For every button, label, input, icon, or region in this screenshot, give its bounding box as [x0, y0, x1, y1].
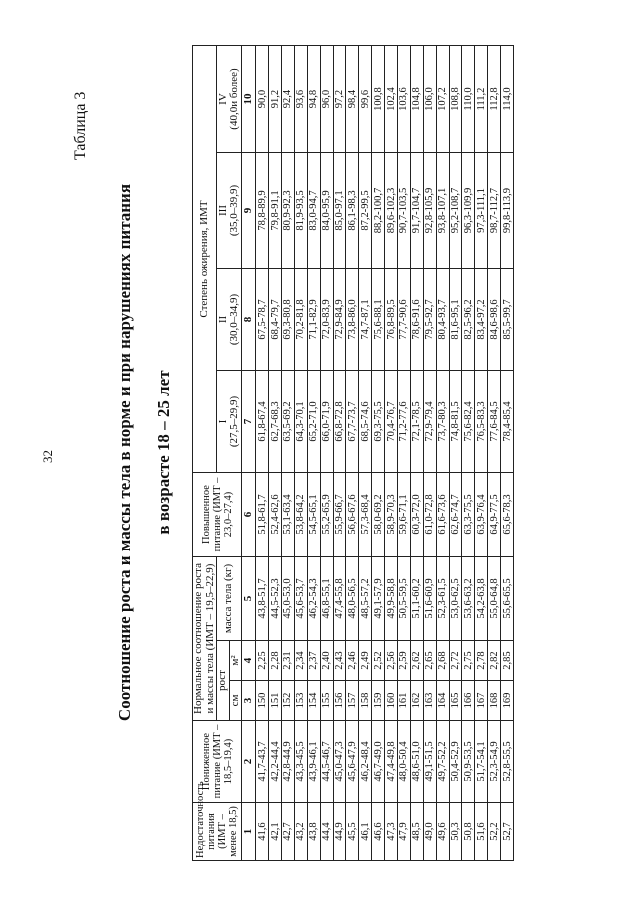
- table-cell: 61,8-67,4: [256, 371, 269, 473]
- table-cell: 110,0: [462, 46, 475, 153]
- table-cell: 51,6-60,9: [423, 557, 436, 641]
- table-cell: 73,8-86,0: [346, 269, 359, 371]
- table-cell: 44,9: [333, 803, 346, 861]
- table-cell: 43,3-45,5: [294, 721, 307, 803]
- table-cell: 157: [346, 681, 359, 721]
- table-cell: 112,8: [488, 46, 501, 153]
- header-col1: Недостаточность питания (ИМТ – менее 18,5): [193, 803, 242, 861]
- table-cell: 87,2-99,5: [359, 153, 372, 269]
- table-cell: 2,52: [372, 641, 385, 681]
- table-cell: 88,2-100,7: [372, 153, 385, 269]
- table-cell: 59,6-71,1: [397, 473, 410, 557]
- table-cell: 85,0-97,1: [333, 153, 346, 269]
- header-col2: Пониженное питание (ИМТ – 18,5–19,4): [193, 721, 242, 803]
- table-cell: 53,0-62,5: [449, 557, 462, 641]
- table-cell: 83,4-97,2: [475, 269, 488, 371]
- table-cell: 64,9-77,5: [488, 473, 501, 557]
- table-cell: 62,6-74,7: [449, 473, 462, 557]
- table-cell: 61,6-73,6: [436, 473, 449, 557]
- table-cell: 51,7-54,1: [475, 721, 488, 803]
- table-cell: 167: [475, 681, 488, 721]
- table-cell: 75,6-82,4: [462, 371, 475, 473]
- table-cell: 43,2: [294, 803, 307, 861]
- table-cell: 50,9-53,5: [462, 721, 475, 803]
- table-row: [256, 46, 269, 861]
- table-cell: 74,8-81,5: [449, 371, 462, 473]
- header-normal-group: Нормальное соотношение роста и массы тела (ИМТ – 19,5–22,9): [193, 557, 217, 721]
- table-cell: 47,4-55,8: [333, 557, 346, 641]
- table-cell: 52,7: [501, 803, 514, 861]
- table-cell: 77,7-90,6: [397, 269, 410, 371]
- table-cell: 80,9-92,3: [281, 153, 294, 269]
- table-cell: 47,9: [397, 803, 410, 861]
- table-cell: 63,9-76,4: [475, 473, 488, 557]
- table-cell: 50,8: [462, 803, 475, 861]
- table-cell: 70,2-81,8: [294, 269, 307, 371]
- table-cell: 94,8: [307, 46, 320, 153]
- table-cell: 60,3-72,0: [410, 473, 423, 557]
- table-cell: 97,2: [333, 46, 346, 153]
- table-cell: 72,9-79,4: [423, 371, 436, 473]
- table-row: [436, 46, 449, 861]
- table-cell: 98,4: [346, 46, 359, 153]
- table-cell: 76,8-89,5: [385, 269, 398, 371]
- table-cell: 50,4-52,9: [449, 721, 462, 803]
- table-cell: 2,75: [462, 641, 475, 681]
- deg2-name: II: [216, 315, 229, 324]
- table-cell: 57,3-68,4: [359, 473, 372, 557]
- table-body: [242, 46, 514, 861]
- table-cell: 54,2-63,8: [475, 557, 488, 641]
- table-cell: 48,5: [410, 803, 423, 861]
- table-cell: 64,3-70,1: [294, 371, 307, 473]
- table-row: [307, 46, 320, 861]
- table-cell: 2,25: [256, 641, 269, 681]
- table-cell: 44,5-46,7: [320, 721, 333, 803]
- table-cell: 72,9-84,9: [333, 269, 346, 371]
- table-cell: 70,4-76,7: [385, 371, 398, 473]
- table-row: [281, 46, 294, 861]
- table-cell: 81,9-93,5: [294, 153, 307, 269]
- table-cell: 48,0-56,5: [346, 557, 359, 641]
- table-cell: 55,0-64,8: [488, 557, 501, 641]
- table-cell: 53,8-64,2: [294, 473, 307, 557]
- table-row: [501, 46, 514, 861]
- deg3-name: III: [216, 205, 229, 216]
- table-cell: 99,6: [359, 46, 372, 153]
- table-cell: 45,6-53,7: [294, 557, 307, 641]
- column-number: 7: [242, 371, 256, 473]
- table-cell: 81,6-95,1: [449, 269, 462, 371]
- table-cell: 108,8: [449, 46, 462, 153]
- header-sm: см: [229, 681, 242, 721]
- table-cell: 51,8-61,7: [256, 473, 269, 557]
- table-cell: 106,0: [423, 46, 436, 153]
- table-cell: 162: [410, 681, 423, 721]
- table-cell: 49,1-51,5: [423, 721, 436, 803]
- deg3-range: (35,0–39,9): [228, 184, 241, 237]
- bmi-table: [192, 45, 514, 861]
- table-cell: 51,1-60,2: [410, 557, 423, 641]
- table-cell: 2,40: [320, 641, 333, 681]
- table-cell: 67,5-78,7: [256, 269, 269, 371]
- table-cell: 49,0: [423, 803, 436, 861]
- table-row: [449, 46, 462, 861]
- table-cell: 54,5-65,1: [307, 473, 320, 557]
- table-cell: 45,0-47,3: [333, 721, 346, 803]
- deg4-range: (40,0и более): [228, 68, 241, 130]
- deg1-name: I: [216, 419, 229, 424]
- table-cell: 77,6-84,5: [488, 371, 501, 473]
- table-cell: 41,7-43,7: [256, 721, 269, 803]
- table-cell: 48,5-57,2: [359, 557, 372, 641]
- table-cell: 45,0-53,0: [281, 557, 294, 641]
- table-cell: 65,2-71,0: [307, 371, 320, 473]
- table-cell: 61,0-72,8: [423, 473, 436, 557]
- table-cell: 91,7-104,7: [410, 153, 423, 269]
- table-cell: 92,4: [281, 46, 294, 153]
- column-number: 6: [242, 473, 256, 557]
- table-cell: 90,7-103,5: [397, 153, 410, 269]
- table-cell: 44,5-52,3: [269, 557, 282, 641]
- table-cell: 150: [256, 681, 269, 721]
- header-deg4: [217, 46, 242, 153]
- table-cell: 42,7: [281, 803, 294, 861]
- table-cell: 2,34: [294, 641, 307, 681]
- table-row: [333, 46, 346, 861]
- table-cell: 168: [488, 681, 501, 721]
- table-cell: 78,4-85,4: [501, 371, 514, 473]
- table-row: [320, 46, 333, 861]
- table-cell: 103,6: [397, 46, 410, 153]
- page-subtitle: в возрасте 18 – 25 лет: [154, 370, 173, 535]
- table-cell: 47,3: [385, 803, 398, 861]
- table-cell: 67,7-73,7: [346, 371, 359, 473]
- column-number: 3: [242, 681, 256, 721]
- table-cell: 68,5-74,6: [359, 371, 372, 473]
- table-row: [462, 46, 475, 861]
- table-cell: 91,2: [269, 46, 282, 153]
- table-cell: 53,1-63,4: [281, 473, 294, 557]
- column-number: 8: [242, 269, 256, 371]
- table-cell: 83,0-94,7: [307, 153, 320, 269]
- header-deg1: [217, 371, 242, 473]
- table-cell: 66,8-72,8: [333, 371, 346, 473]
- header-massa: масса тела (кг): [217, 557, 242, 641]
- table-cell: 52,3-54,9: [488, 721, 501, 803]
- table-cell: 48,6-51,0: [410, 721, 423, 803]
- table-cell: 63,3-75,5: [462, 473, 475, 557]
- table-cell: 2,37: [307, 641, 320, 681]
- table-cell: 73,7-80,3: [436, 371, 449, 473]
- deg4-name: IV: [216, 93, 229, 105]
- table-cell: 99,8-113,9: [501, 153, 514, 269]
- table-cell: 66,0-71,9: [320, 371, 333, 473]
- header-col6: Повышенное питание (ИМТ – 23,0–27,4): [193, 473, 242, 557]
- header-deg2: [217, 269, 242, 371]
- table-cell: 44,4: [320, 803, 333, 861]
- table-cell: 2,85: [501, 641, 514, 681]
- table-row: [346, 46, 359, 861]
- table-cell: 48,0-50,4: [397, 721, 410, 803]
- table-cell: 2,72: [449, 641, 462, 681]
- table-cell: 2,28: [269, 641, 282, 681]
- header-rost: рост: [217, 641, 230, 721]
- table-cell: 84,6-98,6: [488, 269, 501, 371]
- table-cell: 86,1-98,3: [346, 153, 359, 269]
- table-cell: 151: [269, 681, 282, 721]
- table-cell: 75,6-88,1: [372, 269, 385, 371]
- table-cell: 58,0-69,2: [372, 473, 385, 557]
- table-cell: 2,56: [385, 641, 398, 681]
- table-cell: 50,5-59,5: [397, 557, 410, 641]
- table-cell: 159: [372, 681, 385, 721]
- table-cell: 153: [294, 681, 307, 721]
- table-cell: 71,1-82,9: [307, 269, 320, 371]
- column-number: 9: [242, 153, 256, 269]
- table-cell: 52,3-61,5: [436, 557, 449, 641]
- table-cell: 71,2-77,6: [397, 371, 410, 473]
- table-cell: 158: [359, 681, 372, 721]
- table-cell: 2,59: [397, 641, 410, 681]
- table-cell: 74,7-87,1: [359, 269, 372, 371]
- table-cell: 47,4-49,8: [385, 721, 398, 803]
- table-cell: 50,3: [449, 803, 462, 861]
- table-cell: 97,3-111,1: [475, 153, 488, 269]
- table-row: [269, 46, 282, 861]
- table-cell: 43,8: [307, 803, 320, 861]
- table-cell: 163: [423, 681, 436, 721]
- table-cell: 72,1-78,5: [410, 371, 423, 473]
- table-cell: 155: [320, 681, 333, 721]
- table-cell: 96,3-109,9: [462, 153, 475, 269]
- table-cell: 2,49: [359, 641, 372, 681]
- table-cell: 42,8-44,9: [281, 721, 294, 803]
- column-number: 10: [242, 46, 256, 153]
- column-number: 4: [242, 641, 256, 681]
- table-cell: 84,0-95,9: [320, 153, 333, 269]
- table-cell: 2,78: [475, 641, 488, 681]
- table-cell: 46,7-49,0: [372, 721, 385, 803]
- table-cell: 89,6-102,3: [385, 153, 398, 269]
- table-cell: 79,8-91,1: [269, 153, 282, 269]
- table-cell: 42,2-44,4: [269, 721, 282, 803]
- table-cell: 92,8-105,9: [423, 153, 436, 269]
- table-cell: 43,8-51,7: [256, 557, 269, 641]
- table-cell: 63,5-69,2: [281, 371, 294, 473]
- table-cell: 95,2-108,7: [449, 153, 462, 269]
- table-cell: 49,7-52,2: [436, 721, 449, 803]
- table-cell: 104,8: [410, 46, 423, 153]
- table-cell: 156: [333, 681, 346, 721]
- table-cell: 78,8-89,9: [256, 153, 269, 269]
- header-deg3: [217, 153, 242, 269]
- table-cell: 45,6-47,9: [346, 721, 359, 803]
- table-cell: 55,6-65,5: [501, 557, 514, 641]
- table-cell: 52,2: [488, 803, 501, 861]
- table-row: [397, 46, 410, 861]
- table-cell: 49,6: [436, 803, 449, 861]
- table-cell: 2,62: [410, 641, 423, 681]
- table-row: [475, 46, 488, 861]
- table-row: [423, 46, 436, 861]
- column-number: 5: [242, 557, 256, 641]
- table-cell: 55,9-66,7: [333, 473, 346, 557]
- table-cell: 68,4-79,7: [269, 269, 282, 371]
- table-cell: 2,31: [281, 641, 294, 681]
- table-cell: 154: [307, 681, 320, 721]
- table-cell: 69,3-75,5: [372, 371, 385, 473]
- table-cell: 45,5: [346, 803, 359, 861]
- table-cell: 93,6: [294, 46, 307, 153]
- header-m2: м²: [229, 641, 242, 681]
- table-cell: 107,2: [436, 46, 449, 153]
- page-title: Соотношение роста и массы тела в норме и при нарушениях питания: [115, 183, 134, 722]
- table-cell: 114,0: [501, 46, 514, 153]
- table-cell: 56,6-67,6: [346, 473, 359, 557]
- table-cell: 62,7-68,3: [269, 371, 282, 473]
- table-cell: 80,4-93,7: [436, 269, 449, 371]
- table-cell: 49,1-57,9: [372, 557, 385, 641]
- table-cell: 46,8-55,1: [320, 557, 333, 641]
- table-cell: 111,2: [475, 46, 488, 153]
- table-cell: 65,6-78,3: [501, 473, 514, 557]
- table-cell: 78,6-91,6: [410, 269, 423, 371]
- table-cell: 165: [449, 681, 462, 721]
- table-cell: 46,1: [359, 803, 372, 861]
- table-cell: 85,5-99,7: [501, 269, 514, 371]
- table-cell: 55,2-65,9: [320, 473, 333, 557]
- table-cell: 51,6: [475, 803, 488, 861]
- table-cell: 100,8: [372, 46, 385, 153]
- table-cell: 52,8-55,5: [501, 721, 514, 803]
- table-cell: 41,6: [256, 803, 269, 861]
- table-cell: 102,4: [385, 46, 398, 153]
- table-cell: 72,0-83,9: [320, 269, 333, 371]
- table-cell: 52,4-62,6: [269, 473, 282, 557]
- table-cell: 46,2-54,3: [307, 557, 320, 641]
- header-obesity-group: Степень ожирения, ИМТ: [193, 46, 217, 473]
- table-cell: 161: [397, 681, 410, 721]
- column-number: 2: [242, 721, 256, 803]
- table-cell: 2,68: [436, 641, 449, 681]
- deg1-range: (27,5–29,9): [228, 395, 241, 448]
- table-cell: 76,5-83,3: [475, 371, 488, 473]
- table-cell: 53,6-63,2: [462, 557, 475, 641]
- table-cell: 90,0: [256, 46, 269, 153]
- table-cell: 160: [385, 681, 398, 721]
- column-number-row: [242, 46, 256, 861]
- table-cell: 69,3-80,8: [281, 269, 294, 371]
- table-cell: 93,8-107,1: [436, 153, 449, 269]
- deg2-range: (30,0–34,9): [228, 293, 241, 346]
- table-cell: 98,7-112,7: [488, 153, 501, 269]
- table-cell: 43,9-46,1: [307, 721, 320, 803]
- table-cell: 2,65: [423, 641, 436, 681]
- table-cell: 152: [281, 681, 294, 721]
- page-number: 32: [40, 450, 55, 463]
- table-cell: 2,46: [346, 641, 359, 681]
- table-cell: 164: [436, 681, 449, 721]
- table-number: Таблица 3: [72, 91, 89, 160]
- table-cell: 46,2-48,4: [359, 721, 372, 803]
- table-cell: 79,5-92,7: [423, 269, 436, 371]
- table-cell: 82,5-96,2: [462, 269, 475, 371]
- table-cell: 58,9-70,3: [385, 473, 398, 557]
- table-cell: 2,43: [333, 641, 346, 681]
- table-row: [410, 46, 423, 861]
- table-row: [359, 46, 372, 861]
- column-number: 1: [242, 803, 256, 861]
- table-cell: 46,6: [372, 803, 385, 861]
- table-cell: 96,0: [320, 46, 333, 153]
- table-row: [488, 46, 501, 861]
- table-cell: 2,82: [488, 641, 501, 681]
- table-row: [294, 46, 307, 861]
- table-row: [372, 46, 385, 861]
- table-cell: 169: [501, 681, 514, 721]
- table-cell: 49,9-58,8: [385, 557, 398, 641]
- table-cell: 42,1: [269, 803, 282, 861]
- table-row: [385, 46, 398, 861]
- table-cell: 166: [462, 681, 475, 721]
